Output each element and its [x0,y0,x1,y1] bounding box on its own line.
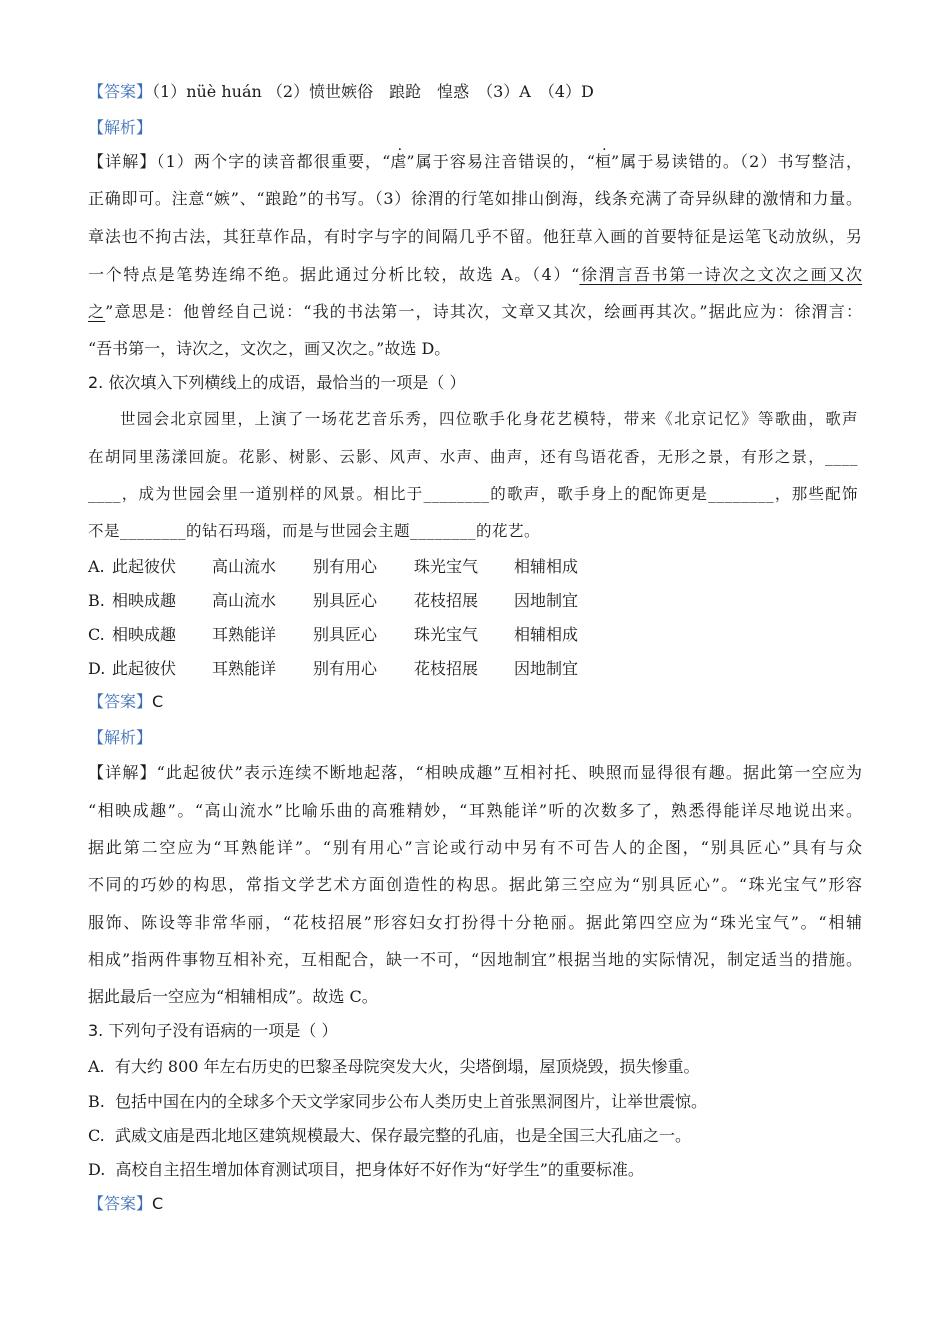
option-idiom: 花枝招展 [414,591,479,610]
question-number: 3. [88,1021,104,1040]
q2-detail-line-7: 据此最后一空应为“相辅相成”。故选 C。 [88,987,378,1006]
option-idiom: 珠光宝气 [414,557,479,576]
option-letter: A. [88,557,105,576]
option-idiom: 此起彼伏 [112,557,177,576]
detail-text: ”意思是：他曾经自己说：“我的书法第一，诗其次，文章又其次，绘画再其次。”据此应为：徐渭言： [105,302,862,321]
question-number: 2. [88,373,104,392]
underlined-quote: 徐渭言吾书第一诗次之文次之画又次 [579,265,862,284]
q2-stem [88,372,465,394]
option-letter: B. [88,1092,105,1111]
option-text: 有大约 800 年左右历史的巴黎圣母院突发大火，尖塔倒塌，屋顶烧毁，损失惨重。 [114,1057,700,1076]
analysis-tag: 【解析】 [88,728,153,747]
q2-passage-line-2: 在胡同里荡漾回旋。花影、树影、云影、风声、水声、曲声，还有鸟语花香，无形之景，有形之景，____ [88,448,858,466]
detail-text: ”属于容易注音错误的，“ [406,152,595,171]
q3-option-c [88,1125,691,1147]
q3-option-d [88,1159,644,1181]
option-letter: A. [88,1057,105,1076]
q3-stem [88,1020,337,1042]
option-idiom: 因地制宜 [514,591,579,610]
q2-detail-line-6: 相成”指两件事物互相补充，互相配合，缺一不可，“因地制宜”根据当地的实际情况，制定适当的措施。 [88,950,862,969]
q1-analysis-line [88,117,152,139]
q2-detail-line-2: “相映成趣”。“高山流水”比喻乐曲的高雅精妙，“耳熟能详”听的次数多了，熟悉得能详尽地说出来。 [88,801,862,820]
answer-text: （1）nüè huán （2）愤世嫉俗 踉跄 惶惑 （3）A （4）D [152,82,594,101]
detail-tag: 【详解】 [88,152,157,171]
q1-detail-line-5 [88,301,862,323]
option-idiom: 高山流水 [212,591,277,610]
q3-option-a [88,1056,700,1078]
option-letter: D. [88,659,106,678]
option-text: 包括中国在内的全球多个天文学家同步公布人类历史上首张黑洞图片，让举世震惊。 [115,1092,708,1111]
q2-analysis-line [88,727,152,749]
q3-answer-line [88,1193,163,1215]
option-idiom: 因地制宜 [514,659,579,678]
question-stem: 依次填入下列横线上的成语，最恰当的一项是（ ） [108,373,466,392]
q2-passage-line-4: 不是________的钻石玛瑙，而是与世园会主题________的花艺。 [88,522,541,540]
q1-detail-line-3: 章法也不拘古法，其狂草作品，有时字与字的间隔几乎不留。他狂草入画的首要特征是运笔飞动放纵，另 [88,227,862,246]
option-idiom: 别有用心 [313,659,378,678]
q1-answer-line [88,81,594,103]
q1-detail-line-1 [88,151,862,173]
q2-detail-line-4: 不同的巧妙的构思，常指文学艺术方面创造性的构思。据此第三空应为“别具匠心”。“珠光宝气”形容 [88,875,862,894]
emphasis-char: 虐 [390,152,407,171]
q2-detail-line-1 [88,762,862,784]
q2-detail-line-3: 据此第二空应为“耳熟能详”。“别有用心”言论或行动中另有不可告人的企图，“别具匠心”具有与众 [88,838,862,857]
q1-detail-line-2: 正确即可。注意“嫉”、“踉跄”的书写。（3）徐渭的行笔如排山倒海，线条充满了奇异纵肆的激情和力量。 [88,189,862,208]
detail-tag: 【详解】 [88,763,157,782]
option-idiom: 此起彼伏 [112,659,177,678]
option-text: 高校自主招生增加体育测试项目，把身体好不好作为“好学生”的重要标准。 [115,1160,644,1179]
q3-option-b [88,1091,707,1113]
option-text: 武威文庙是西北地区建筑规模最大、保存最完整的孔庙，也是全国三大孔庙之一。 [114,1126,691,1145]
option-letter: D. [88,1160,106,1179]
option-letter: C. [88,625,105,644]
option-idiom: 别具匠心 [313,591,378,610]
option-idiom: 别具匠心 [313,625,378,644]
option-idiom: 珠光宝气 [414,625,479,644]
answer-tag: 【答案】 [88,692,153,711]
option-idiom: 花枝招展 [414,659,479,678]
detail-text: （1）两个字的读音都很重要，“ [156,152,391,171]
detail-text: 一个特点是笔势连绵不绝。据此通过分析比较，故选 A。（4）“ [88,265,580,284]
answer-value: C [152,692,164,711]
answer-tag: 【答案】 [88,82,153,101]
option-letter: B. [88,591,105,610]
option-idiom: 别有用心 [313,557,378,576]
q2-passage-line-3: ____，成为世园会里一道别样的风景。相比于________的歌声，歌手身上的配饰更是________，那些配饰 [88,485,858,503]
option-idiom: 相映成趣 [112,625,177,644]
analysis-tag: 【解析】 [88,118,153,137]
question-stem: 下列句子没有语病的一项是（ ） [108,1021,338,1040]
option-idiom: 相映成趣 [112,591,177,610]
option-idiom: 相辅相成 [514,557,579,576]
answer-value: C [152,1194,164,1213]
option-idiom: 耳熟能详 [212,625,277,644]
detail-text: ”属于易读错的。（2）书写整洁， [610,152,862,171]
q1-detail-line-6: “吾书第一，诗次之，文次之，画又次之。”故选 D。 [88,339,451,358]
q2-detail-line-5: 服饰、陈设等非常华丽，“花枝招展”形容妇女打扮得十分艳丽。据此第四空应为“珠光宝气”。“相辅 [88,913,862,932]
q2-passage-line-1: 世园会北京园里，上演了一场花艺音乐秀，四位歌手化身花艺模特，带来《北京记忆》等歌曲，歌声 [120,410,858,428]
answer-tag: 【答案】 [88,1194,153,1213]
detail-text: “此起彼伏”表示连续不断地起落，“相映成趣”互相衬托、映照而显得很有趣。据此第一空应为 [156,763,862,782]
q2-answer-line [88,691,163,713]
option-idiom: 耳熟能详 [212,659,277,678]
underlined-quote: 之 [88,302,106,321]
emphasis-char: 桓 [594,152,611,171]
option-letter: C. [88,1126,105,1145]
option-idiom: 高山流水 [212,557,277,576]
option-idiom: 相辅相成 [514,625,579,644]
q1-detail-line-4 [88,264,862,286]
